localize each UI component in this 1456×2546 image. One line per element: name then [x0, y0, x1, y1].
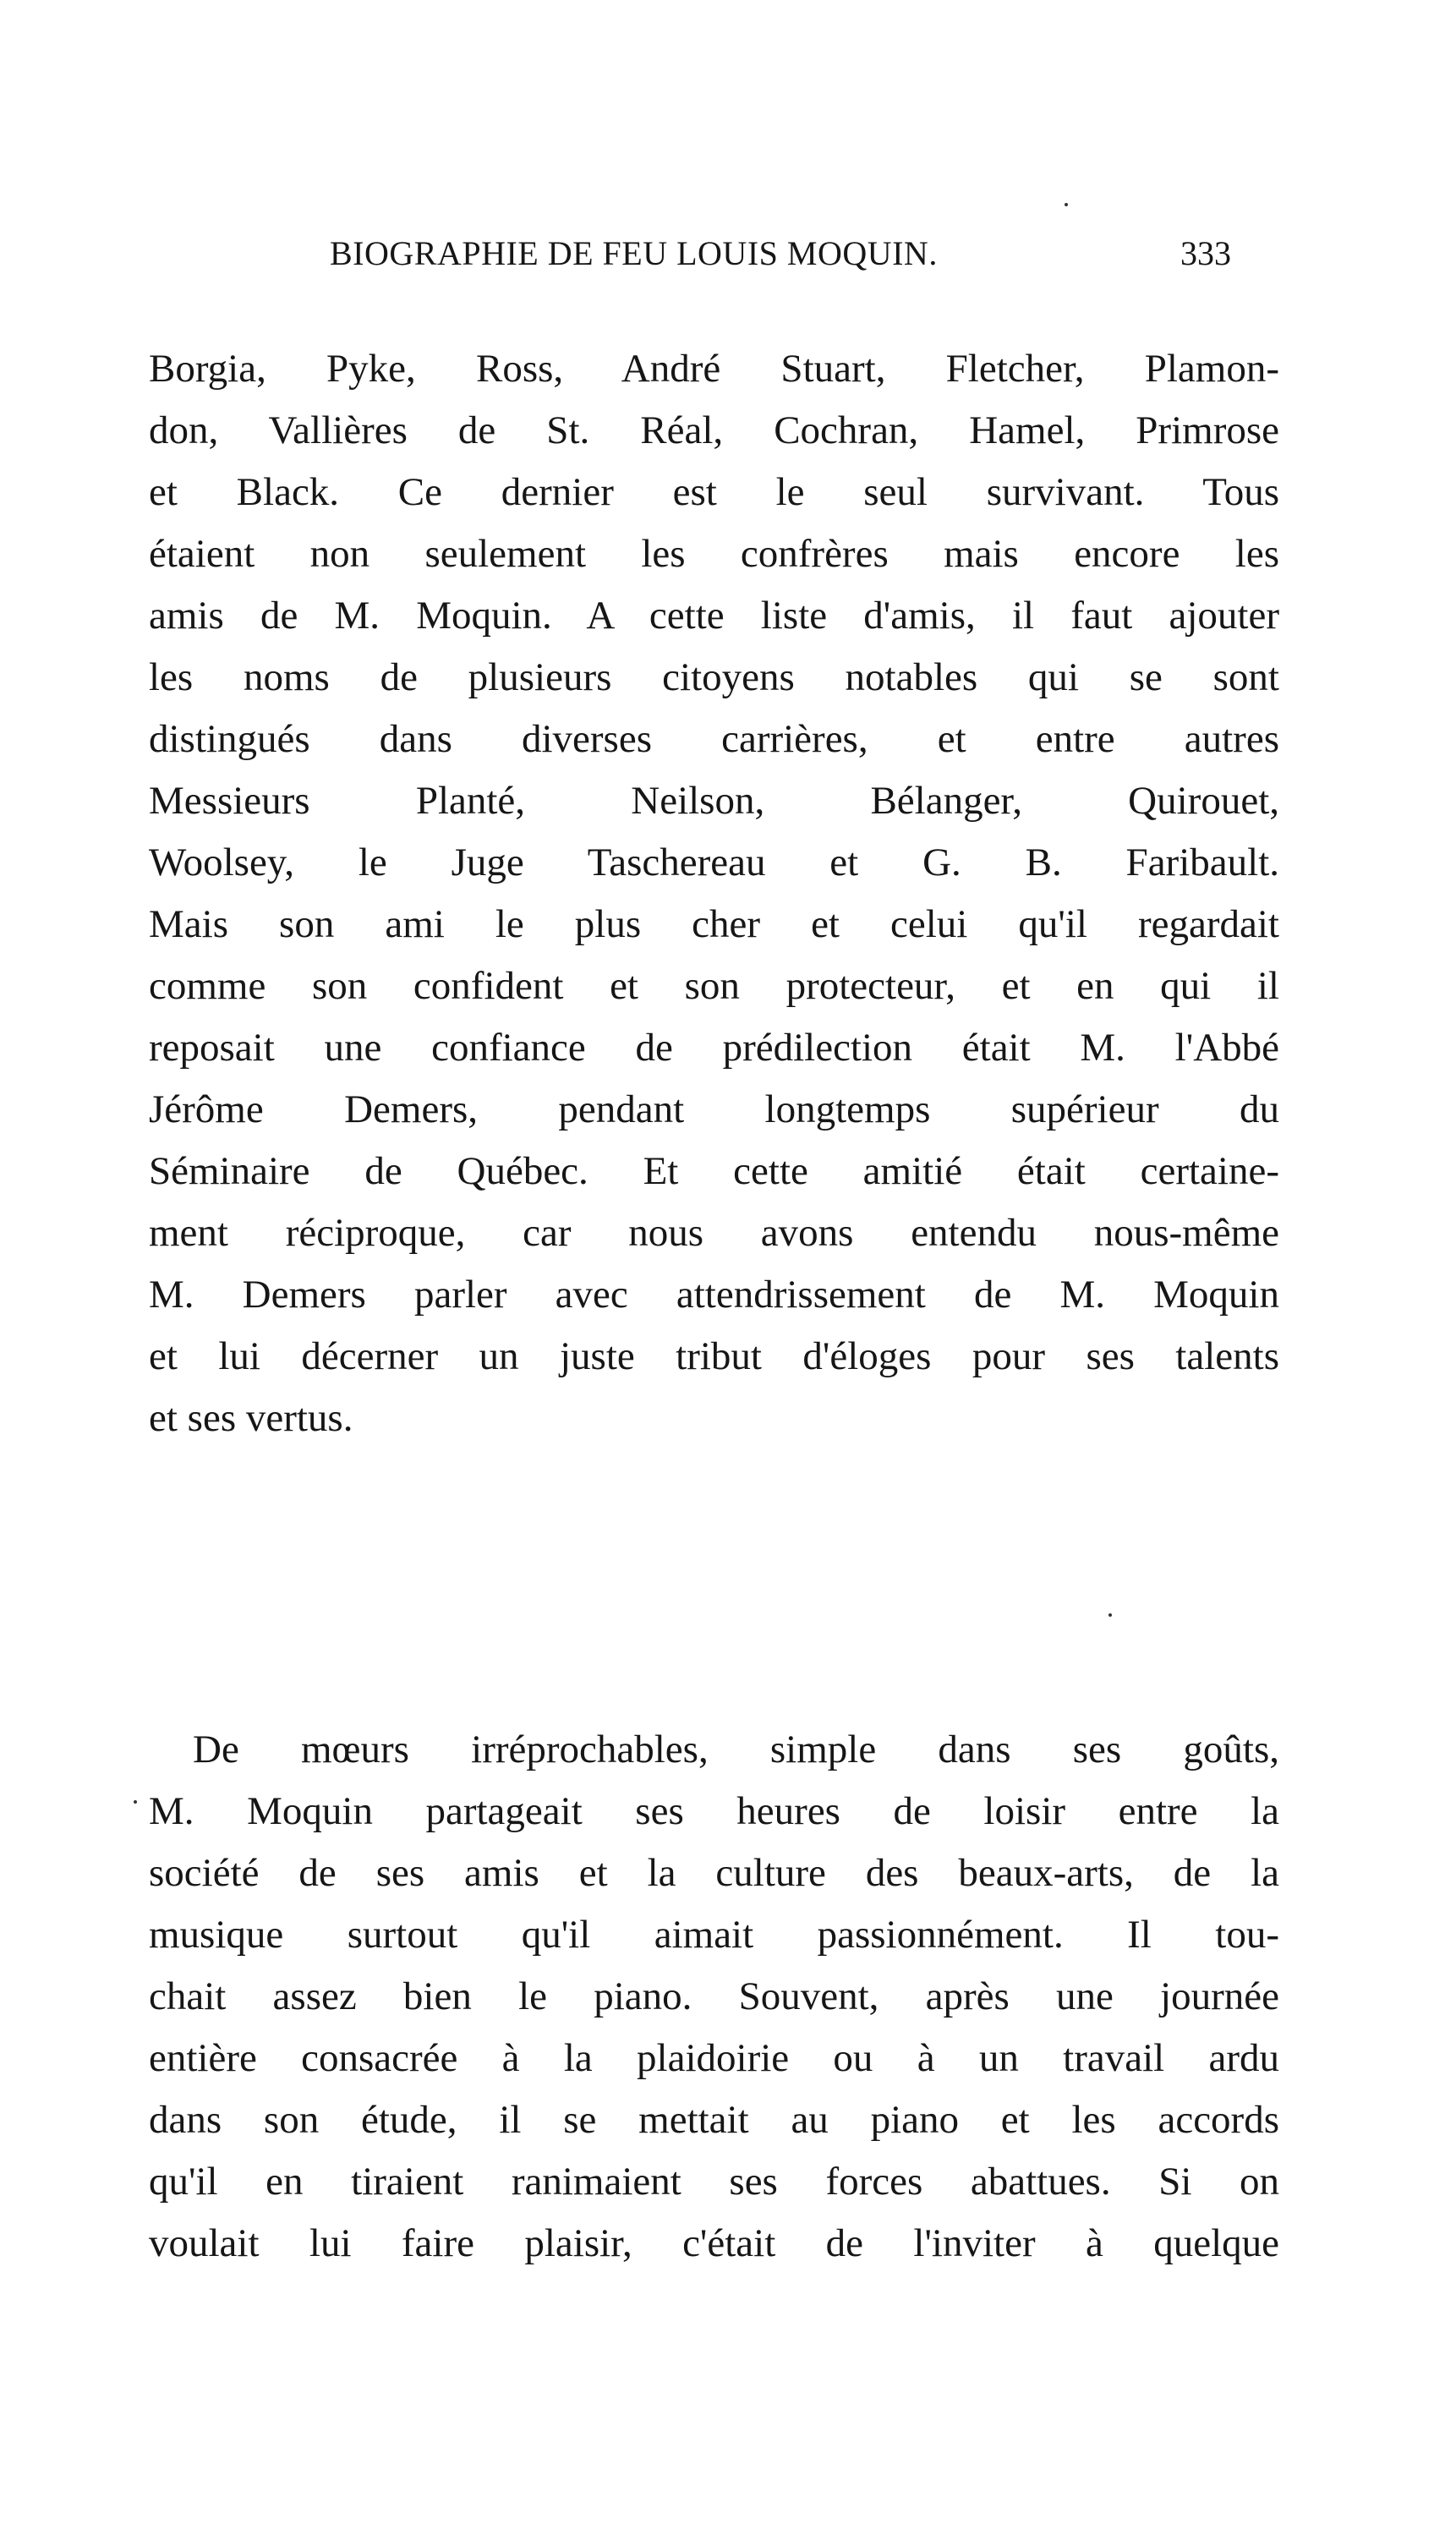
text-line: Jérôme Demers, pendant longtemps supérieur du	[149, 1087, 1279, 1131]
print-speck	[1065, 203, 1068, 206]
text-line: entière consacrée à la plaidoirie ou à un travail ardu	[149, 2036, 1279, 2080]
text-line: Borgia, Pyke, Ross, André Stuart, Fletcher, Plamon-	[149, 347, 1279, 391]
text-line: les noms de plusieurs citoyens notables qui se sont	[149, 655, 1279, 699]
text-line: ment réciproque, car nous avons entendu nous-même	[149, 1211, 1279, 1255]
text-line: don, Vallières de St. Réal, Cochran, Hamel, Primrose	[149, 408, 1279, 452]
text-line: comme son confident et son protecteur, et en qui il	[149, 964, 1279, 1008]
text-line: et ses vertus.	[149, 1396, 353, 1440]
text-line: Séminaire de Québec. Et cette amitié était certaine-	[149, 1149, 1279, 1193]
text-line: De mœurs irréprochables, simple dans ses goûts,	[193, 1727, 1279, 1771]
print-speck	[134, 1800, 137, 1804]
text-line: musique surtout qu'il aimait passionnément. Il tou-	[149, 1913, 1279, 1957]
text-line: M. Moquin partageait ses heures de loisir entre la	[149, 1789, 1279, 1833]
paragraph-2	[149, 1719, 1279, 2275]
text-line: distingués dans diverses carrières, et entre autres	[149, 717, 1279, 761]
text-line: M. Demers parler avec attendrissement de M. Moquin	[149, 1273, 1279, 1317]
text-line: société de ses amis et la culture des beaux-arts, de la	[149, 1851, 1279, 1895]
text-line: Woolsey, le Juge Taschereau et G. B. Faribault.	[149, 840, 1279, 884]
text-line: chait assez bien le piano. Souvent, après une journée	[149, 1974, 1279, 2018]
text-line: qu'il en tiraient ranimaient ses forces abattues. Si on	[149, 2160, 1279, 2204]
text-line: Mais son ami le plus cher et celui qu'il regardait	[149, 902, 1279, 946]
text-line: étaient non seulement les confrères mais encore les	[149, 532, 1279, 576]
page-number: 333	[1180, 234, 1231, 272]
text-line: amis de M. Moquin. A cette liste d'amis, il faut ajouter	[149, 594, 1279, 638]
text-line: Messieurs Planté, Neilson, Bélanger, Quirouet,	[149, 779, 1279, 823]
text-line: reposait une confiance de prédilection était M. l'Abbé	[149, 1026, 1279, 1070]
text-line: et lui décerner un juste tribut d'éloges pour ses talents	[149, 1334, 1279, 1378]
text-line: dans son étude, il se mettait au piano et les accords	[149, 2098, 1279, 2142]
print-speck	[1108, 1613, 1112, 1617]
paragraph-1	[149, 338, 1279, 1449]
running-title: BIOGRAPHIE DE FEU LOUIS MOQUIN.	[330, 234, 938, 272]
text-line: et Black. Ce dernier est le seul survivant. Tous	[149, 470, 1279, 514]
text-line: voulait lui faire plaisir, c'était de l'inviter à quelque	[149, 2221, 1279, 2265]
